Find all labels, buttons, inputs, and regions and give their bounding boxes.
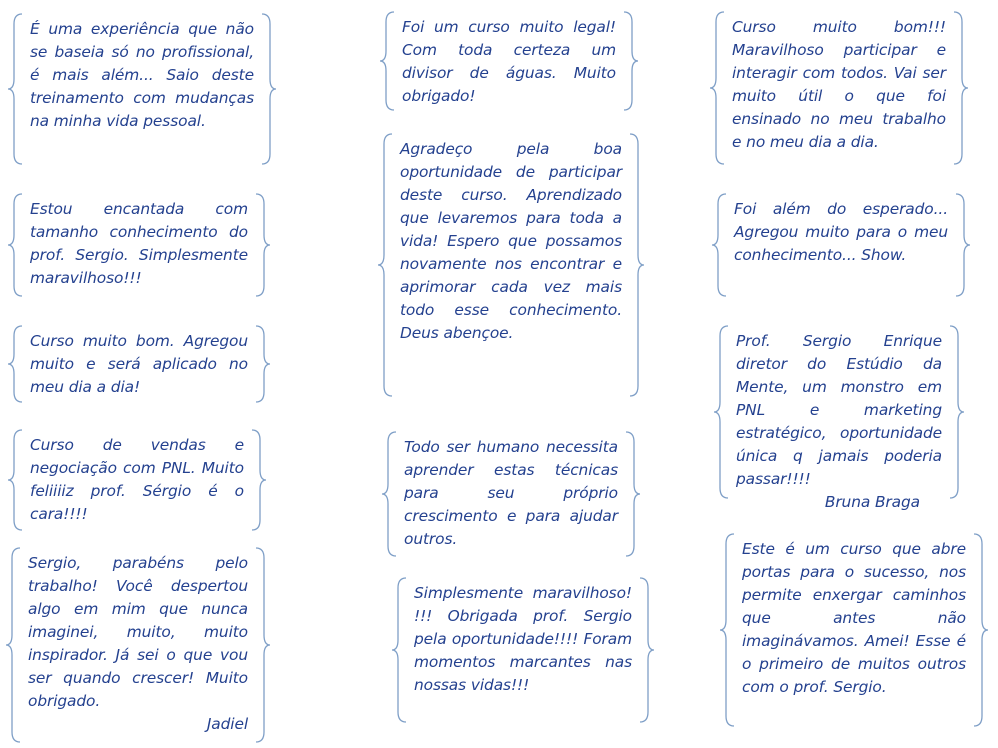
right-brace [956,194,970,296]
testimonial-text: Agradeço pela boa oportunidade de participar deste curso. Aprendizado que levaremos para toda a vida! Espero que possamos novamente nos encontrar e aprimorar cada vez mais todo esse conhecimento. Deus abençoe. [400,140,622,342]
testimonial-text: Curso muito bom. Agregou muito e será aplicado no meu dia a dia! [30,332,248,396]
testimonial-card [382,432,640,556]
testimonial-text [736,330,942,514]
testimonial-card [710,12,968,164]
right-brace [954,12,968,164]
right-brace [630,134,644,396]
right-brace [624,12,638,110]
left-brace [720,534,734,726]
testimonial-body: Sergio, parabéns pelo trabalho! Você despertou algo em mim que nunca imaginei, muito, muito inspirador. Já sei o que vou ser quando crescer! Muito obrigado. [28,554,248,710]
testimonial-card [712,194,970,296]
testimonial-card [8,430,266,530]
left-brace [8,326,22,402]
left-brace [8,14,22,164]
left-brace [380,12,394,110]
testimonial-card [378,134,644,396]
testimonial-card [8,326,270,402]
testimonial-card [8,194,270,296]
testimonial-text: É uma experiência que não se baseia só no profissional, é mais além... Saio deste treinamento com mudanças na minha vida pessoal. [30,20,254,130]
right-brace [974,534,988,726]
left-brace [382,432,396,556]
testimonial-text: Este é um curso que abre portas para o sucesso, nos permite enxergar caminhos que antes não imaginávamos. Amei! Esse é o primeiro de muitos outros com o prof. Sergio. [742,540,966,696]
left-brace [8,430,22,530]
testimonial-text: Foi um curso muito legal! Com toda certeza um divisor de águas. Muito obrigado! [402,18,616,105]
left-brace [712,194,726,296]
testimonial-signature: Jadiel [206,715,248,733]
testimonial-card [720,534,988,726]
testimonial-card [6,548,270,742]
testimonial-text: Curso muito bom!!! Maravilhoso participar e interagir com todos. Vai ser muito útil o que foi ensinado no meu trabalho e no meu dia a dia. [732,18,946,151]
left-brace [6,548,20,742]
right-brace [256,194,270,296]
right-brace [640,578,654,722]
left-brace [710,12,724,164]
right-brace [256,548,270,742]
testimonial-card [8,14,276,164]
testimonial-text: Todo ser humano necessita aprender estas técnicas para seu próprio crescimento e para ajudar outros. [404,438,618,548]
testimonial-body: Prof. Sergio Enrique diretor do Estúdio da Mente, um monstro em PNL e marketing estratégico, oportunidade única q jamais poderia passar!!!! [736,332,942,488]
testimonial-card [392,578,654,722]
testimonial-text: Foi além do esperado... Agregou muito para o meu conhecimento... Show. [734,200,948,264]
right-brace [950,326,964,498]
left-brace [8,194,22,296]
left-brace [392,578,406,722]
left-brace [378,134,392,396]
right-brace [256,326,270,402]
testimonial-text: Estou encantada com tamanho conhecimento do prof. Sergio. Simplesmente maravilhoso!!! [30,200,248,287]
testimonial-text: Curso de vendas e negociação com PNL. Muito feliiiiz prof. Sérgio é o cara!!!! [30,436,244,523]
right-brace [626,432,640,556]
left-brace [714,326,728,498]
testimonial-card [714,326,964,511]
testimonial-text [28,552,248,736]
right-brace [252,430,266,530]
testimonial-text: Simplesmente maravilhoso! !!! Obrigada prof. Sergio pela oportunidade!!!! Foram momentos marcantes nas nossas vidas!!! [414,584,632,694]
right-brace [262,14,276,164]
testimonial-card [380,12,638,110]
testimonial-signature: Bruna Braga [824,493,920,511]
